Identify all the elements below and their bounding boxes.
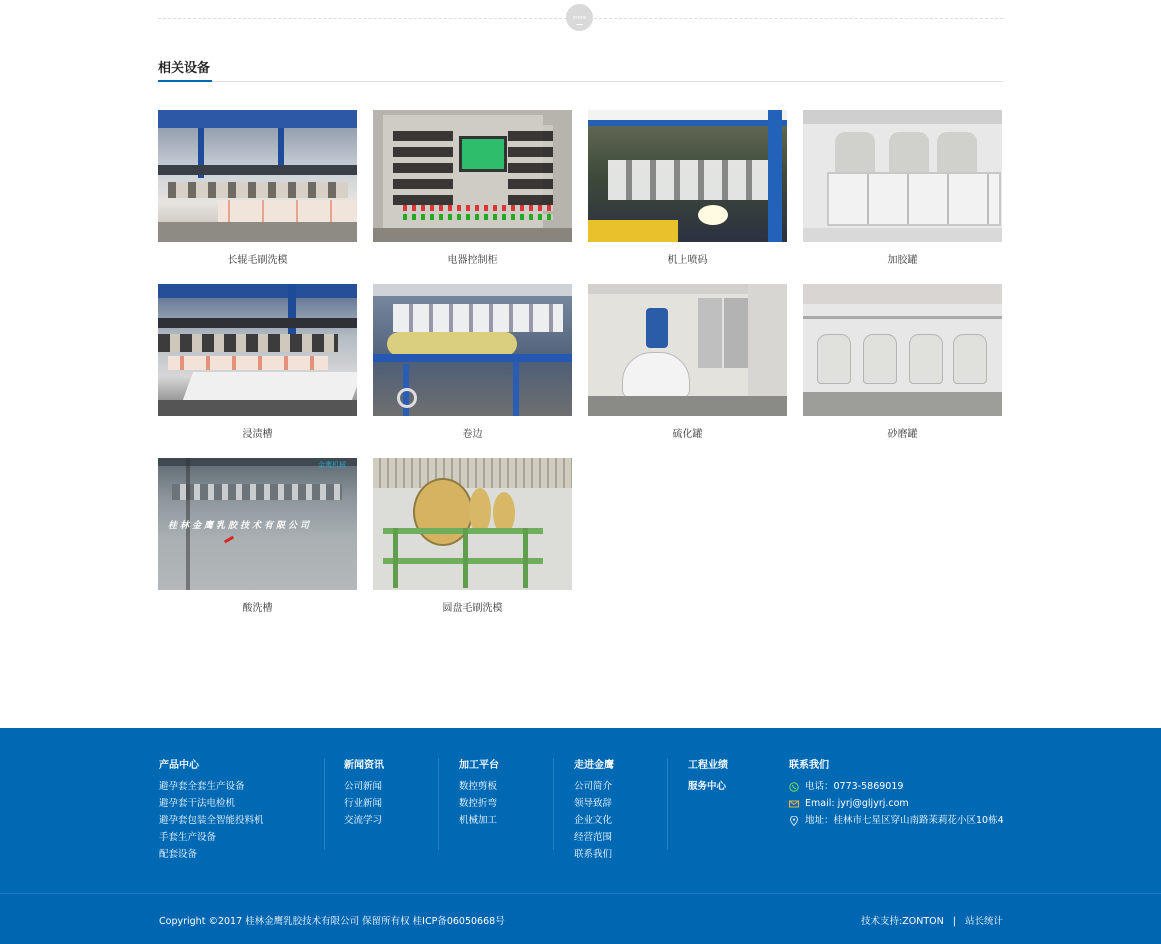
footer-link[interactable]: 避孕套干法电检机 — [159, 798, 236, 809]
footer-link[interactable]: 领导致辞 — [574, 798, 613, 809]
product-caption[interactable]: 酸洗槽 — [242, 603, 273, 614]
footer-link[interactable]: 避孕套包装全智能投料机 — [159, 815, 264, 826]
section-underline-accent — [158, 80, 212, 82]
footer-link[interactable]: 经营范围 — [574, 832, 613, 843]
tech-support-link[interactable]: 技术支持:ZONTON — [861, 916, 944, 927]
product-card-bead-rolling[interactable] — [373, 284, 572, 440]
product-caption[interactable]: 电器控制柜 — [447, 255, 498, 266]
footer-col-about — [574, 756, 614, 866]
footer-link[interactable]: 避孕套全套生产设备 — [159, 781, 245, 792]
contact-email — [789, 798, 1004, 809]
footer-link[interactable]: 数控剪板 — [459, 781, 498, 792]
footer-col-projects — [688, 756, 728, 798]
product-card-disc-brush[interactable] — [373, 458, 572, 614]
product-card-vulcanizing-tank[interactable] — [588, 284, 787, 440]
chevron-down-icon — [576, 21, 583, 25]
product-image[interactable] — [588, 110, 787, 242]
product-image[interactable] — [803, 110, 1002, 242]
product-card-control-cabinet[interactable] — [373, 110, 572, 266]
phone-icon — [789, 782, 799, 792]
footer-heading[interactable]: 走进金鹰 — [574, 760, 614, 771]
footer-col-news — [344, 756, 384, 832]
footer-link[interactable]: 交流学习 — [344, 815, 383, 826]
product-image[interactable] — [158, 284, 357, 416]
product-caption[interactable]: 圆盘毛刷洗模 — [442, 603, 503, 614]
footer-divider — [553, 758, 554, 850]
product-caption[interactable]: 浸渍槽 — [242, 429, 273, 440]
footer-link[interactable]: 联系我们 — [574, 849, 613, 860]
mail-icon — [789, 799, 799, 809]
product-image[interactable] — [373, 284, 572, 416]
product-caption[interactable]: 卷边 — [462, 429, 483, 440]
footer-heading[interactable]: 联系我们 — [789, 760, 829, 771]
product-caption[interactable]: 长辊毛刷洗模 — [227, 255, 288, 266]
product-image[interactable] — [158, 458, 357, 590]
product-image[interactable] — [588, 284, 787, 416]
footer-heading[interactable]: 产品中心 — [159, 760, 199, 771]
footer-bottom-bar — [0, 893, 1161, 944]
footer-link[interactable]: 机械加工 — [459, 815, 498, 826]
footer-link[interactable]: 行业新闻 — [344, 798, 383, 809]
section-title: 相关设备 — [158, 61, 211, 76]
footer-link[interactable]: 数控折弯 — [459, 798, 498, 809]
product-card-sanding-tank[interactable] — [803, 284, 1002, 440]
product-caption[interactable]: 砂磨罐 — [887, 429, 918, 440]
footer-separator: | — [952, 916, 956, 927]
footer-heading[interactable]: 加工平台 — [459, 760, 499, 771]
watermark-text: 桂林金鹰乳胶技术有限公司 — [168, 521, 313, 531]
more-label: more — [572, 14, 587, 21]
footer-divider — [438, 758, 439, 850]
section-underline — [158, 81, 1003, 82]
watermark-corner: 金鹰机械 — [318, 461, 346, 469]
product-card-long-roller-brush[interactable] — [158, 110, 357, 266]
site-stats-link[interactable]: 站长统计 — [964, 916, 1003, 927]
footer-link[interactable]: 配套设备 — [159, 849, 198, 860]
footer — [0, 728, 1161, 893]
footer-support — [861, 913, 1003, 927]
product-card-inline-coding[interactable] — [588, 110, 787, 266]
footer-link[interactable]: 公司简介 — [574, 781, 613, 792]
product-image[interactable] — [373, 110, 572, 242]
footer-heading[interactable]: 工程业绩 — [688, 760, 728, 771]
footer-col-products — [159, 756, 264, 866]
footer-link[interactable]: 公司新闻 — [344, 781, 383, 792]
product-caption[interactable]: 硫化罐 — [672, 429, 703, 440]
footer-divider — [667, 758, 668, 850]
footer-heading[interactable]: 新闻资讯 — [344, 760, 384, 771]
footer-link[interactable]: 手套生产设备 — [159, 832, 217, 843]
footer-link[interactable]: 服务中心 — [688, 781, 727, 792]
product-card-glue-tank[interactable] — [803, 110, 1002, 266]
product-image[interactable] — [803, 284, 1002, 416]
contact-phone-text: 电话：0773-5869019 — [805, 781, 904, 792]
footer-divider — [324, 758, 325, 850]
contact-address-text: 地址：桂林市七星区穿山南路茉莉花小区10栋4 — [805, 815, 1004, 826]
location-pin-icon — [789, 816, 799, 826]
product-image[interactable] — [158, 110, 357, 242]
footer-link[interactable]: 企业文化 — [574, 815, 613, 826]
contact-phone — [789, 781, 1004, 792]
product-caption[interactable]: 机上喷码 — [667, 255, 708, 266]
copyright: Copyright ©2017 桂林金鹰乳胶技术有限公司 保留所有权 桂ICP备06050668号 — [159, 916, 505, 927]
footer-col-contact — [789, 756, 1004, 832]
contact-address — [789, 815, 1004, 826]
more-button[interactable] — [566, 4, 593, 31]
product-card-acid-wash-tank[interactable] — [158, 458, 357, 614]
contact-email-text[interactable]: Email: jyrj@gljyrj.com — [805, 798, 909, 809]
product-card-dipping-tank[interactable] — [158, 284, 357, 440]
footer-col-processing — [459, 756, 499, 832]
product-image[interactable] — [373, 458, 572, 590]
product-caption[interactable]: 加胶罐 — [887, 255, 918, 266]
